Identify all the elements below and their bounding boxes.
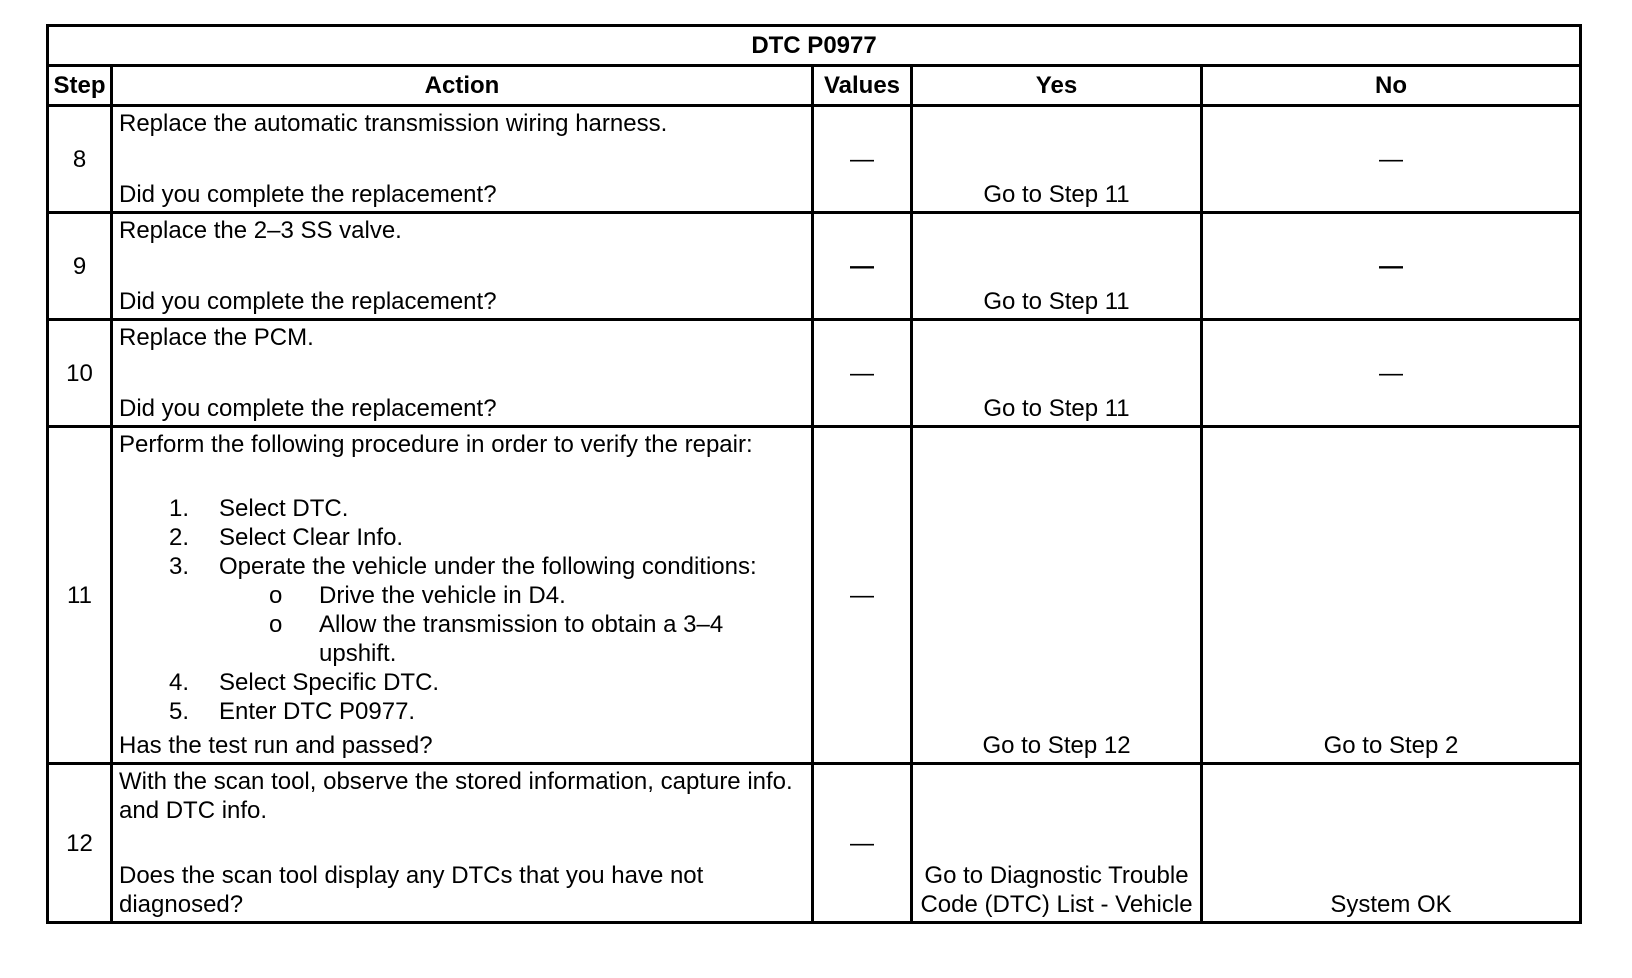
procedure-step: 3. Operate the vehicle under the following conditions: <box>169 553 757 580</box>
values-cell: — <box>813 106 912 213</box>
procedure-step: 4. Select Specific DTC. <box>169 669 440 696</box>
yes-cell: Go to Step 12 <box>912 427 1202 764</box>
action-text: Replace the PCM. <box>119 324 314 351</box>
table-title: DTC P0977 <box>48 26 1581 66</box>
values-cell: — <box>813 427 912 764</box>
sub-step: o Allow the transmission to obtain a 3–4 upshift. <box>269 611 724 667</box>
action-cell <box>112 320 813 427</box>
step-number: 10 <box>48 320 112 427</box>
yes-cell: Go to Step 11 <box>912 213 1202 320</box>
bullet-icon: o <box>269 582 283 609</box>
table-row <box>48 213 1581 320</box>
step-number: 9 <box>48 213 112 320</box>
step-number: 11 <box>48 427 112 764</box>
values-cell: — <box>813 320 912 427</box>
header-no: No <box>1202 66 1581 106</box>
yes-cell: Go to Step 11 <box>912 106 1202 213</box>
table-row <box>48 764 1581 923</box>
action-question: Did you complete the replacement? <box>119 288 497 315</box>
header-step: Step <box>48 66 112 106</box>
yes-cell: Go to Step 11 <box>912 320 1202 427</box>
action-question: Does the scan tool display any DTCs that you have not diagnosed? <box>119 862 704 918</box>
bullet-icon: o <box>269 611 283 638</box>
values-cell: — <box>813 213 912 320</box>
action-question: Did you complete the replacement? <box>119 181 497 208</box>
sub-step: o Drive the vehicle in D4. <box>269 582 566 609</box>
no-cell: System OK <box>1202 764 1581 923</box>
header-yes: Yes <box>912 66 1202 106</box>
procedure-list <box>119 494 805 581</box>
no-cell: — <box>1202 106 1581 213</box>
no-cell: Go to Step 2 <box>1202 427 1581 764</box>
action-cell <box>112 764 813 923</box>
no-cell: — <box>1202 320 1581 427</box>
action-text: With the scan tool, observe the stored information, capture info. and DTC info. <box>119 768 793 824</box>
header-values: Values <box>813 66 912 106</box>
action-question: Has the test run and passed? <box>119 732 433 759</box>
table-row <box>48 106 1581 213</box>
procedure-step: 2. Select Clear Info. <box>169 524 404 551</box>
action-cell <box>112 213 813 320</box>
yes-cell: Go to Diagnostic Trouble Code (DTC) List - Vehicle <box>912 764 1202 923</box>
action-question: Did you complete the replacement? <box>119 395 497 422</box>
values-cell: — <box>813 764 912 923</box>
sub-step-list <box>119 581 805 668</box>
action-text: Replace the 2–3 SS valve. <box>119 217 402 244</box>
dtc-table <box>46 24 1582 924</box>
action-text: Replace the automatic transmission wiring harness. <box>119 110 668 137</box>
table-row <box>48 320 1581 427</box>
procedure-step: 1. Select DTC. <box>169 495 349 522</box>
header-action: Action <box>112 66 813 106</box>
table-row <box>48 427 1581 764</box>
step-number: 8 <box>48 106 112 213</box>
procedure-step: 5. Enter DTC P0977. <box>169 698 416 725</box>
action-text: Perform the following procedure in order to verify the repair: <box>119 431 753 458</box>
procedure-list-continued <box>119 668 805 726</box>
step-number: 12 <box>48 764 112 923</box>
action-cell <box>112 427 813 764</box>
action-cell <box>112 106 813 213</box>
no-cell: — <box>1202 213 1581 320</box>
